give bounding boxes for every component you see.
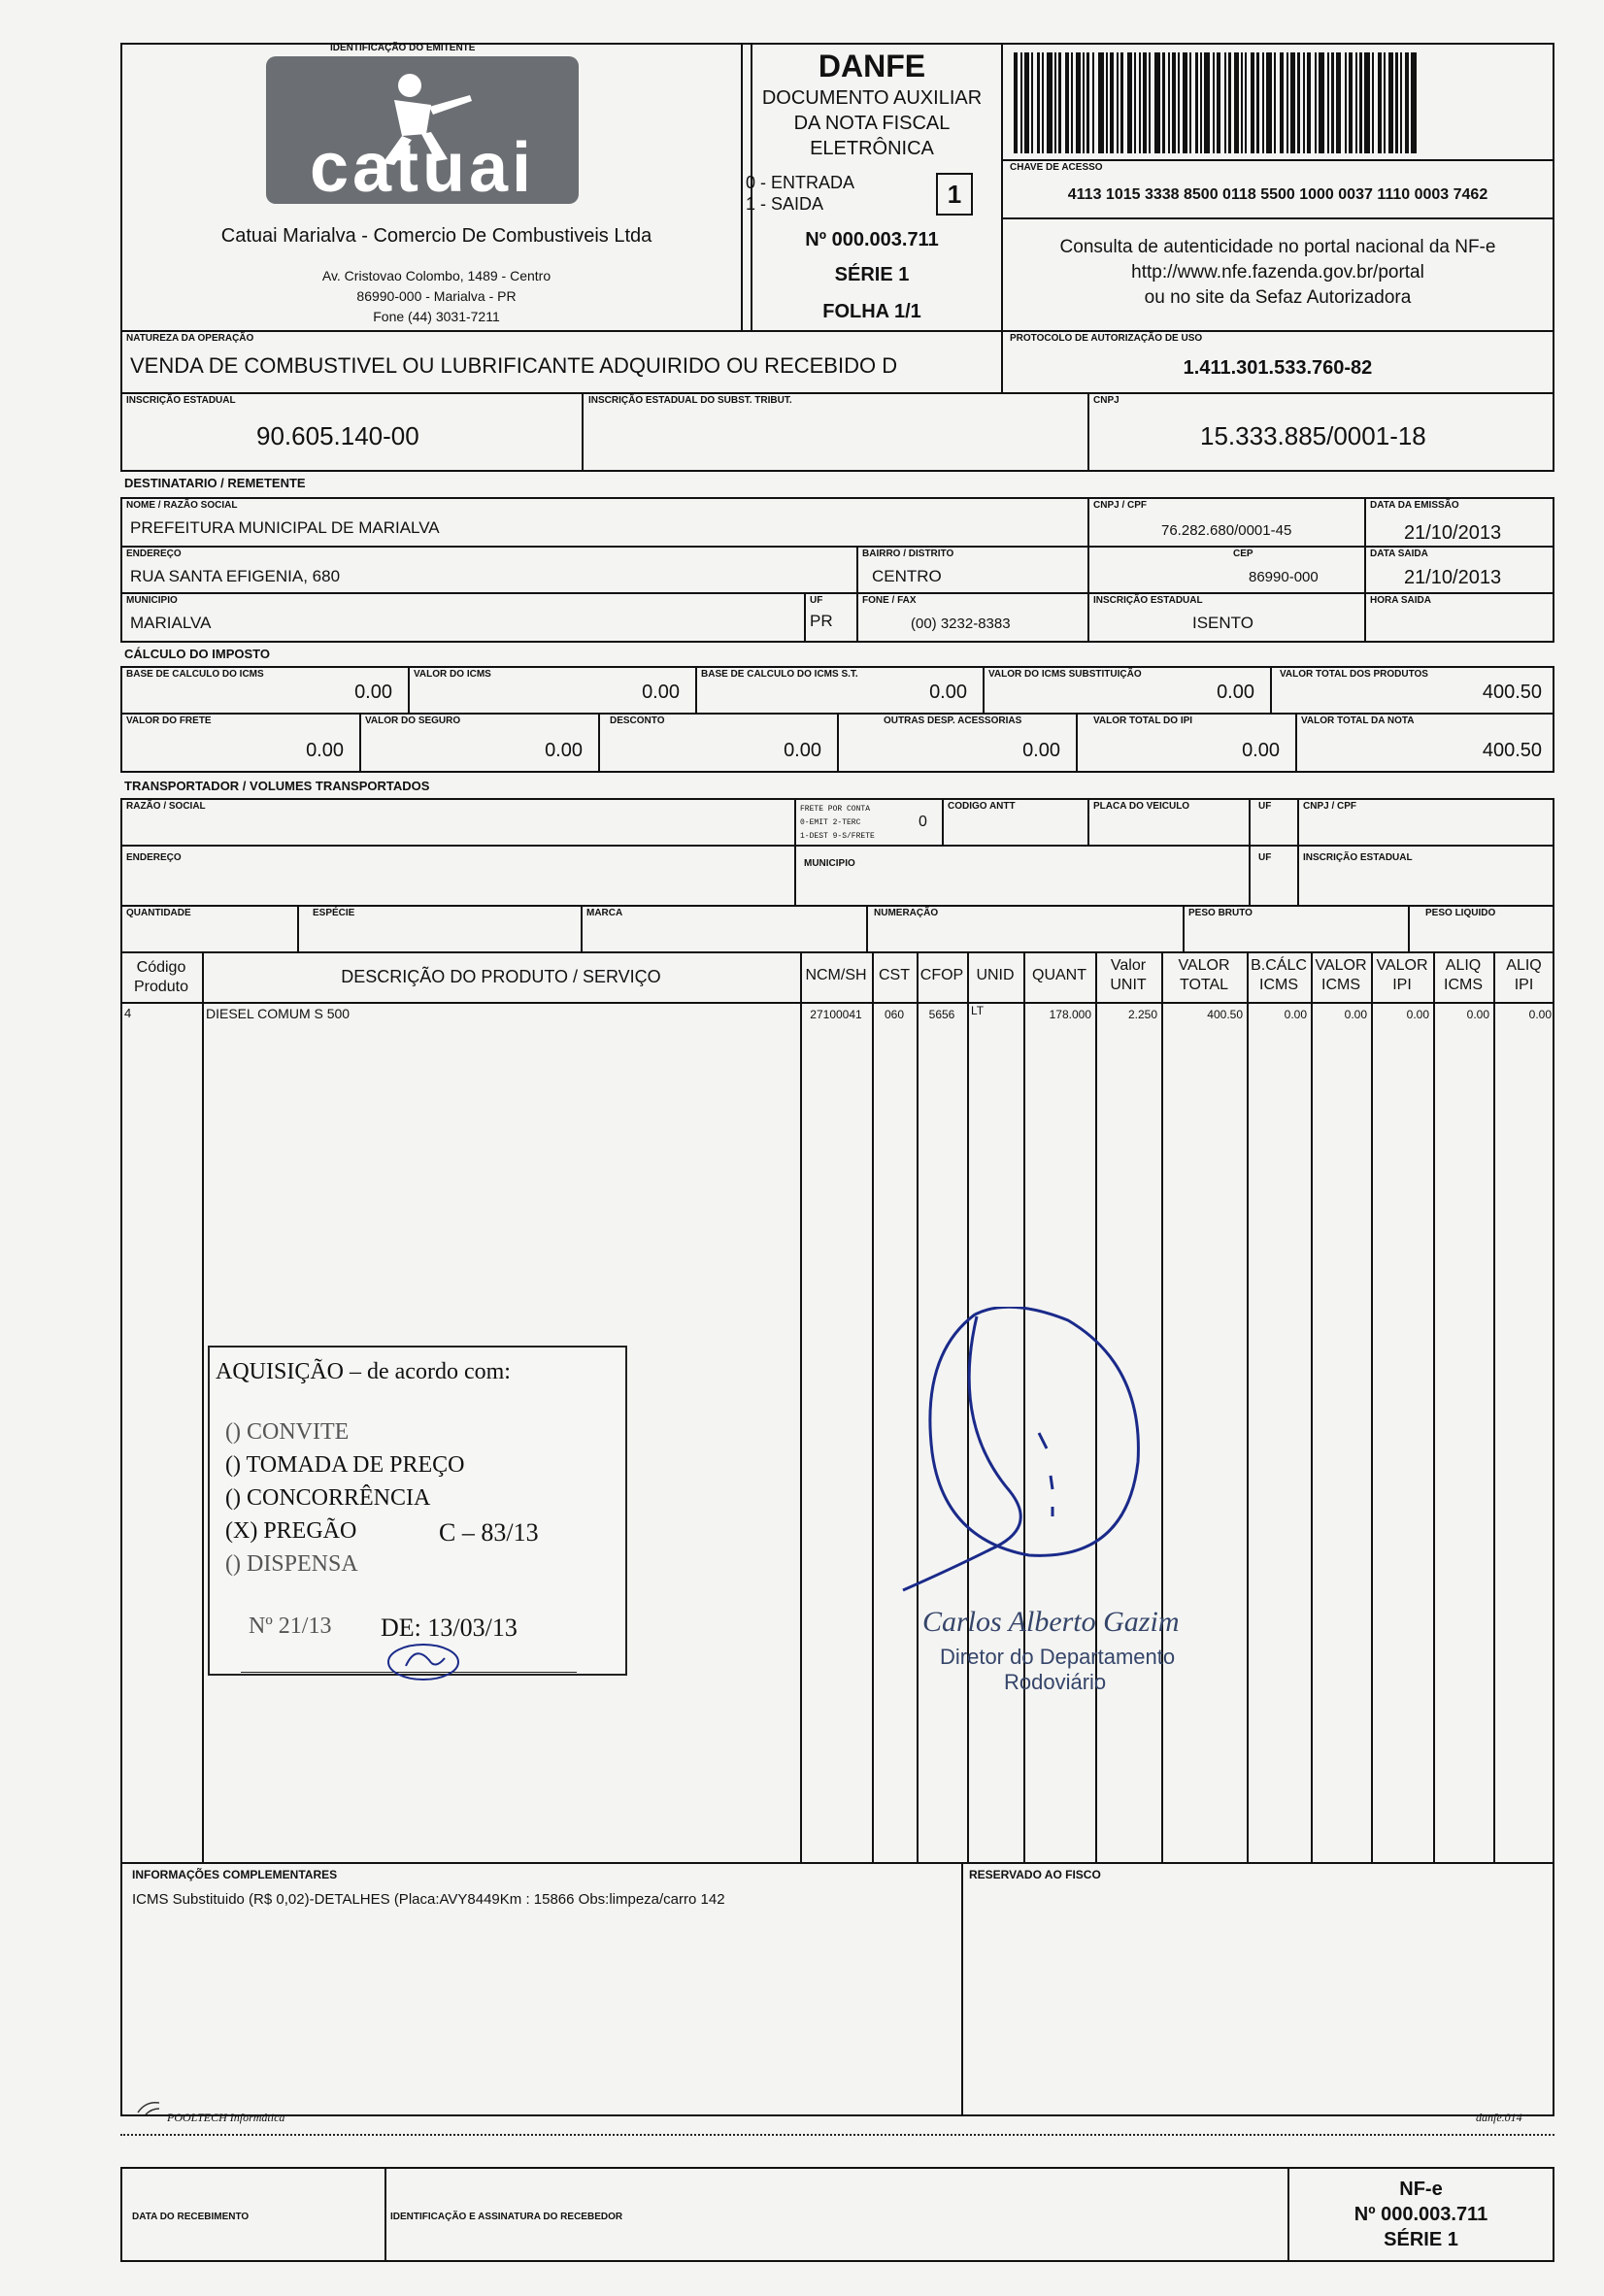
hdr-ncm: NCM/SH [805,967,867,983]
dest-emissao-label: DATA DA EMISSÃO [1370,500,1459,511]
dest-nome-label: NOME / RAZÃO SOCIAL [126,500,238,511]
protocolo-value: 1.411.301.533.760-82 [1183,357,1373,379]
placa-label: PLACA DO VEICULO [1093,801,1190,812]
canhoto-col-1 [384,2167,386,2262]
dest-fone: (00) 3232-8383 [911,616,1011,632]
dest-col-uf [804,592,806,643]
cnpj-value: 15.333.885/0001-18 [1200,421,1426,450]
antt-label: CODIGO ANTT [948,801,1016,812]
dest-endereco: RUA SANTA EFIGENIA, 680 [130,567,341,585]
transporte-section-label: TRANSPORTADOR / VOLUMES TRANSPORTADOS [124,779,430,793]
produtos-header-line [120,1002,1554,1004]
logo-wordmark: catuai [309,129,536,207]
hdr-cst: CST [879,967,910,983]
danfe-title: DANFE [818,49,926,83]
transp-row-line-2 [120,905,1554,907]
software-logo-icon [134,2099,163,2118]
item-cfop: 5656 [928,1008,955,1021]
prod-col-vicms [1311,951,1313,1864]
hdr-vtotal-2: TOTAL [1179,977,1229,993]
transp-uf-label: UF [1258,801,1272,812]
danfe-subtitle-1: DOCUMENTO AUXILIAR [761,87,983,109]
item-ncm: 27100041 [810,1008,862,1021]
hdr-aipi-1: ALIQ [1506,957,1542,974]
prod-col-vipi [1371,951,1373,1864]
dest-cep: 86990-000 [1249,569,1319,585]
chave-divider-2 [1001,217,1554,219]
dest-col-cnpj [1087,497,1089,643]
transp-col-frete [794,798,796,905]
imposto-section-label: CÁLCULO DO IMPOSTO [124,647,270,661]
danfe-subtitle-3: ELETRÔNICA [810,138,934,159]
v-prod: 400.50 [1482,682,1542,703]
dest-cep-label: CEP [1233,549,1253,559]
dest-municipio-label: MUNICIPIO [126,595,178,606]
dest-row-line-1 [120,546,1554,548]
natureza-label: NATUREZA DA OPERAÇÃO [126,333,254,344]
prod-col-ncm [800,951,802,1864]
dest-col-data [1364,497,1366,643]
company-logo [266,56,579,207]
canhoto-numero: Nº 000.003.711 [1353,2204,1488,2225]
info-label: INFORMAÇÕES COMPLEMENTARES [132,1868,338,1881]
signature-cargo-2: Rodoviário [1004,1670,1107,1694]
prod-col-aipi [1493,951,1495,1864]
destinatario-section-label: DESTINATARIO / REMETENTE [124,476,306,490]
dest-col-bairro [856,546,858,592]
item-vtotal: 400.50 [1207,1008,1243,1021]
item-vipi: 0.00 [1406,1008,1429,1021]
dest-bairro-label: BAIRRO / DISTRITO [862,549,954,559]
danfe-entrada: 0 - ENTRADA [746,173,855,192]
dest-uf-label: UF [810,595,823,606]
outras: 0.00 [1022,740,1060,761]
vol-col-5 [1408,905,1410,953]
bc-icms-label: BASE DE CALCULO DO ICMS [126,669,264,680]
item-aipi: 0.00 [1528,1008,1552,1021]
dest-emissao: 21/10/2013 [1404,522,1502,544]
transp-col-uf [1249,798,1251,905]
ipi-label: VALOR TOTAL DO IPI [1093,715,1193,726]
stamp-op2: () TOMADA DE PREÇO [225,1452,465,1478]
dest-col-fone [856,592,858,643]
vol-marca-label: MARCA [586,908,623,918]
vol-col-4 [1183,905,1185,953]
v-icms-label: VALOR DO ICMS [414,669,491,680]
chave-label: CHAVE DE ACESSO [1010,162,1103,173]
emitente-phone: Fone (44) 3031-7211 [373,309,500,324]
nota-label: VALOR TOTAL DA NOTA [1301,715,1415,726]
hdr-vicms-1: VALOR [1315,957,1367,974]
hdr-aicms-2: ICMS [1444,977,1483,993]
desconto: 0.00 [784,740,821,761]
consulta-line-2: http://www.nfe.fazenda.gov.br/portal [1131,262,1424,283]
v-st-label: VALOR DO ICMS SUBSTITUIÇÃO [988,669,1142,680]
canhoto-serie: SÉRIE 1 [1384,2229,1458,2250]
dest-hora-label: HORA SAIDA [1370,595,1431,606]
hdr-vunit-2: UNIT [1110,977,1147,993]
transp-cnpj-label: CNPJ / CPF [1303,801,1357,812]
dest-nome: PREFEITURA MUNICIPAL DE MARIALVA [130,518,440,537]
item-descricao: DIESEL COMUM S 500 [206,1006,351,1021]
cut-line [120,2134,1554,2136]
dest-fone-label: FONE / FAX [862,595,917,606]
frete-conta-1: FRETE POR CONTA [800,805,871,814]
hdr-vunit-1: Valor [1110,957,1147,974]
transp-municipio-label: MUNICIPIO [804,858,855,869]
v-st: 0.00 [1217,682,1254,703]
frete: 0.00 [306,740,344,761]
hdr-aicms-1: ALIQ [1445,957,1482,974]
software-credit: POOLTECH Informática [167,2111,285,2124]
stamp-initials-icon [377,1631,474,1689]
transp-razao-label: RAZÃO / SOCIAL [126,801,206,812]
prod-col-aicms [1433,951,1435,1864]
hdr-bc-1: B.CÁLC [1251,957,1307,974]
frete-conta-value: 0 [919,814,927,830]
emitente-section-label: IDENTIFICAÇÃO DO EMITENTE [330,43,476,53]
barcode [1014,52,1543,153]
stamp-titulo: AQUISIÇÃO – de acordo com: [216,1359,511,1384]
dest-cnpj: 76.282.680/0001-45 [1161,522,1292,539]
dest-saida: 21/10/2013 [1404,567,1502,588]
danfe-serie: SÉRIE 1 [834,264,910,285]
danfe-subtitle-2: DA NOTA FISCAL [793,113,951,134]
prod-col-desc [202,951,204,1864]
danfe-tipo: 1 [936,173,973,216]
item-aicms: 0.00 [1466,1008,1489,1021]
bc-icms: 0.00 [354,682,392,703]
desconto-label: DESCONTO [610,715,665,726]
item-quant: 178.000 [1049,1008,1091,1021]
frete-conta-2: 0-EMIT 2-TERC [800,818,861,827]
bc-st-label: BASE DE CALCULO DO ICMS S.T. [701,669,858,680]
transp-row-line-1 [120,845,1554,847]
hdr-vicms-2: ICMS [1321,977,1360,993]
vol-qtd-label: QUANTIDADE [126,908,191,918]
dest-cnpj-label: CNPJ / CPF [1093,500,1148,511]
hdr-codigo-1: Código [136,959,186,976]
ie-st-label: INSCRIÇÃO ESTADUAL DO SUBST. TRIBUT. [588,395,792,406]
vol-numeracao-label: NUMERAÇÃO [874,908,939,918]
frete-conta-3: 1-DEST 9-S/FRETE [800,832,875,841]
signature-icon [893,1307,1243,1617]
item-codigo: 4 [124,1006,132,1020]
canhoto-nfe: NF-e [1399,2179,1443,2200]
vol-especie-label: ESPÉCIE [313,908,355,918]
stamp-op4-ref: C – 83/13 [439,1518,539,1547]
signature-cargo-1: Diretor do Departamento [940,1645,1176,1669]
stamp-data: DE: 13/03/13 [381,1614,518,1642]
chave-divider [1001,159,1554,161]
dest-endereco-label: ENDEREÇO [126,549,182,559]
dest-municipio: MARIALVA [130,614,212,632]
dest-row-line-2 [120,592,1554,594]
stamp-op1: () CONVITE [225,1419,350,1445]
emitente-address-2: 86990-000 - Marialva - PR [356,288,517,304]
hdr-codigo-2: Produto [133,979,189,995]
v-icms: 0.00 [642,682,680,703]
protocolo-label: PROTOCOLO DE AUTORIZAÇÃO DE USO [1010,333,1203,344]
transp-endereco-label: ENDEREÇO [126,852,182,863]
stamp-op4: (X) PREGÃO [225,1518,357,1544]
ipi: 0.00 [1242,740,1280,761]
vol-peso-liquido-label: PESO LIQUIDO [1425,908,1496,918]
vol-col-2 [581,905,583,953]
dest-uf: PR [810,612,833,630]
item-vicms: 0.00 [1344,1008,1367,1021]
bc-st: 0.00 [929,682,967,703]
outras-label: OUTRAS DESP. ACESSORIAS [884,715,1022,726]
hdr-aipi-2: IPI [1514,977,1534,993]
fisco-box [961,1862,1554,2116]
transp-col-placa [1087,798,1089,845]
hdr-vipi-1: VALOR [1376,957,1428,974]
transp-col-cnpj [1297,798,1299,905]
hdr-vipi-2: IPI [1392,977,1412,993]
ie-value: 90.605.140-00 [256,421,419,450]
item-bc: 0.00 [1284,1008,1307,1021]
fisco-label: RESERVADO AO FISCO [969,1868,1101,1881]
seguro-label: VALOR DO SEGURO [365,715,461,726]
canhoto-assinatura-label: IDENTIFICAÇÃO E ASSINATURA DO RECEBEDOR [390,2212,623,2222]
chave-value: 4113 1015 3338 8500 0118 5500 1000 0037 1110 0003 7462 [1067,186,1488,203]
vol-col-1 [297,905,299,953]
danfe-numero: Nº 000.003.711 [805,229,939,250]
natureza-value: VENDA DE COMBUSTIVEL OU LUBRIFICANTE ADQUIRIDO OU RECEBIDO D [130,353,898,378]
ie-label: INSCRIÇÃO ESTADUAL [126,395,236,406]
transp-ie-label: INSCRIÇÃO ESTADUAL [1303,852,1413,863]
item-unid: LT [971,1004,985,1017]
dest-bairro: CENTRO [872,567,942,585]
vol-col-3 [866,905,868,953]
v-prod-label: VALOR TOTAL DOS PRODUTOS [1280,669,1428,680]
form-id: danfe.014 [1476,2111,1522,2124]
danfe-folha: FOLHA 1/1 [822,301,921,322]
hdr-bc-2: ICMS [1259,977,1298,993]
prod-col-bc [1247,951,1249,1864]
item-cst: 060 [884,1008,905,1021]
vol-peso-bruto-label: PESO BRUTO [1188,908,1253,918]
info-text: ICMS Substituido (R$ 0,02)-DETALHES (Placa:AVY8449Km : 15866 Obs:limpeza/carro 142 [132,1891,725,1908]
canhoto-recebimento-label: DATA DO RECEBIMENTO [132,2212,250,2222]
nota: 400.50 [1482,740,1542,761]
emitente-address-1: Av. Cristovao Colombo, 1489 - Centro [321,268,551,283]
dest-saida-label: DATA SAIDA [1370,549,1428,559]
consulta-line-3: ou no site da Sefaz Autorizadora [1144,287,1412,308]
transp-col-antt [942,798,944,845]
hdr-quant: QUANT [1032,967,1086,983]
hdr-cfop: CFOP [919,967,964,983]
hdr-vtotal-1: VALOR [1178,957,1230,974]
hdr-descricao: DESCRIÇÃO DO PRODUTO / SERVIÇO [341,967,661,986]
seguro: 0.00 [545,740,583,761]
stamp-numero: Nº 21/13 [249,1614,332,1639]
dest-ie: ISENTO [1192,614,1253,632]
signature-name: Carlos Alberto Gazim [922,1606,1180,1638]
danfe-saida: 1 - SAIDA [746,194,824,214]
dest-ie-label: INSCRIÇÃO ESTADUAL [1093,595,1203,606]
prod-col-cst [872,951,874,1864]
emitente-name: Catuai Marialva - Comercio De Combustiveis Ltda [220,225,652,247]
item-vunit: 2.250 [1127,1008,1157,1021]
consulta-line-1: Consulta de autenticidade no portal nacional da NF-e [1059,237,1496,257]
stamp-op5: () DISPENSA [225,1551,358,1577]
transp-uf2-label: UF [1258,852,1272,863]
hdr-unid: UNID [976,967,1015,983]
frete-label: VALOR DO FRETE [126,715,212,726]
stamp-op3: () CONCORRÊNCIA [225,1485,431,1511]
cnpj-label: CNPJ [1093,395,1119,406]
